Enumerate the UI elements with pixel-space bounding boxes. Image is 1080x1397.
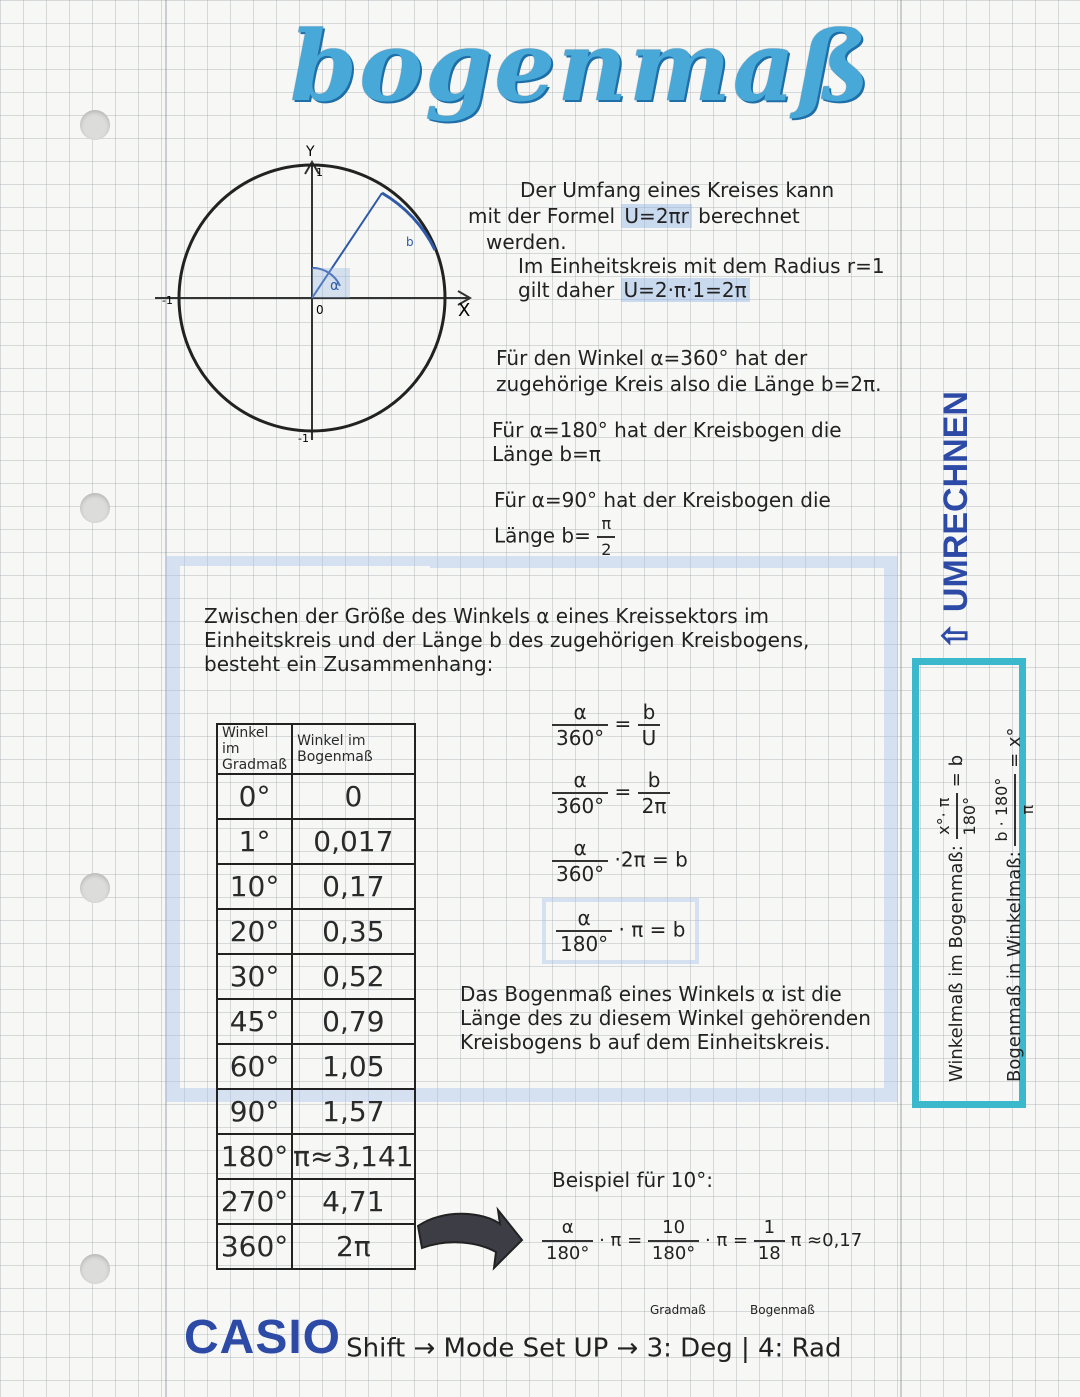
cell-degrees: 270° [217, 1179, 292, 1224]
table-row [217, 774, 415, 819]
eq1-den: 360° [556, 726, 605, 750]
table-header-row [217, 724, 415, 774]
table-row [217, 1179, 415, 1224]
table-row [217, 999, 415, 1044]
intro-line-2b: berechnet [698, 204, 800, 228]
eq2-left [552, 768, 608, 818]
sidebar-heading-text: UMRECHNEN [937, 391, 975, 613]
punch-hole [80, 1254, 110, 1284]
header-radians: Winkel im Bogenmaß [292, 724, 414, 774]
fact-90-label: Länge b= [494, 523, 591, 548]
ex-c-num: 1 [754, 1216, 785, 1242]
page-title: bogenmaß [290, 10, 872, 123]
eq2-rden: 2π [641, 794, 667, 818]
ex-a-num: α [542, 1216, 593, 1242]
eq1-right [638, 700, 661, 750]
eq1-left [552, 700, 608, 750]
ex-frac-b [648, 1216, 699, 1266]
relation-line-2: Einheitskreis und der Länge b des zugehörigen Kreisbogens, [204, 628, 810, 652]
header-degrees: Winkel im Gradmaß [217, 724, 292, 774]
cell-degrees: 20° [217, 909, 292, 954]
intro-line-5a: gilt daher [518, 278, 615, 302]
bogenmass-label: Bogenmaß [750, 1303, 815, 1317]
cell-radians: 0,17 [292, 864, 414, 909]
equation-1 [552, 700, 660, 750]
eq2-equals: = [614, 779, 632, 804]
definition-line-1: Das Bogenmaß eines Winkels α ist die [460, 982, 842, 1006]
fact-180-line-2: Länge b=π [492, 442, 601, 466]
cell-degrees: 10° [217, 864, 292, 909]
y-axis-label: Y [306, 144, 315, 160]
circumference-formula: U=2πr [621, 204, 691, 228]
table-row [217, 864, 415, 909]
ex-op-2: · π = [705, 1230, 749, 1251]
cell-radians: 0,017 [292, 819, 414, 864]
cell-degrees: 45° [217, 999, 292, 1044]
eq1-num: α [552, 700, 608, 726]
eq4-left [556, 906, 612, 956]
origin-label: 0 [316, 303, 324, 317]
eq2-right [638, 768, 671, 818]
intro-line-3: werden. [486, 230, 567, 254]
unit-circle-diagram [150, 140, 490, 450]
eq4-rest: · π = b [618, 917, 686, 942]
example-label: Beispiel für 10°: [552, 1168, 713, 1192]
fact-360-line-1: Für den Winkel α=360° hat der [496, 346, 808, 370]
eq2-num: α [552, 768, 608, 794]
relation-line-3: besteht ein Zusammenhang: [204, 652, 494, 676]
formula-1-fraction [932, 793, 982, 840]
formula-2-den: π [1018, 804, 1037, 815]
ex-b-num: 10 [648, 1216, 699, 1242]
table-body [217, 774, 415, 1269]
fact-90-line-1: Für α=90° hat der Kreisbogen die [494, 488, 831, 512]
formula-1-num: x°· π [932, 793, 958, 840]
pos-one-y-label: 1 [316, 166, 323, 179]
punch-hole [80, 110, 110, 140]
cell-radians: 0,52 [292, 954, 414, 999]
ex-frac-c [754, 1216, 785, 1266]
alpha-label: α [330, 278, 340, 294]
formula-2-result: = x° [1004, 727, 1025, 768]
cell-radians: 4,71 [292, 1179, 414, 1224]
sidebar-heading [936, 391, 976, 650]
cell-radians: 0 [292, 774, 414, 819]
sidebar-formula-2 [990, 727, 1040, 1082]
formula-1-den: 180° [960, 796, 979, 836]
casio-brand: CASIO [184, 1311, 342, 1364]
cell-radians: 2π [292, 1224, 414, 1269]
pi-half-fraction [597, 512, 615, 562]
fact-90-line-2 [494, 512, 615, 562]
unit-circle-formula: U=2·π·1=2π [621, 278, 750, 302]
table-row [217, 954, 415, 999]
ex-a-den: 180° [546, 1243, 590, 1264]
table-row [217, 909, 415, 954]
eq3-left [552, 836, 608, 886]
definition-line-3: Kreisbogens b auf dem Einheitskreis. [460, 1030, 831, 1054]
neg-one-y-label: -1 [298, 432, 309, 445]
pi-half-denominator: 2 [601, 540, 612, 559]
cell-radians: 1,57 [292, 1089, 414, 1134]
formula-1-result: = b [946, 754, 967, 788]
casio-sequence: Shift → Mode Set UP → 3: Deg | 4: Rad [346, 1333, 842, 1364]
formula-1-label: Winkelmaß im Bogenmaß: [946, 845, 967, 1082]
arrow-up-icon: ⇧ [937, 612, 975, 650]
eq3-rest: ·2π = b [614, 847, 688, 872]
cell-degrees: 1° [217, 819, 292, 864]
intro-line-2 [468, 204, 800, 228]
cell-radians: 0,79 [292, 999, 414, 1044]
definition-line-2: Länge des zu diesem Winkel gehörenden [460, 1006, 871, 1030]
eq3-num: α [552, 836, 608, 862]
table-row [217, 819, 415, 864]
eq1-equals: = [614, 711, 632, 736]
relation-line-1: Zwischen der Größe des Winkels α eines Kreissektors im [204, 604, 770, 628]
x-axis-label: X [458, 300, 471, 321]
equation-2 [552, 768, 670, 818]
fact-360-line-2: zugehörige Kreis also die Länge b=2π. [496, 372, 882, 396]
ex-frac-a [542, 1216, 593, 1266]
ex-c-den: 18 [757, 1243, 781, 1264]
neg-one-x-label: -1 [162, 294, 173, 307]
eq4-den: 180° [560, 932, 609, 956]
intro-line-4: Im Einheitskreis mit dem Radius r=1 [518, 254, 885, 278]
gradmass-label: Gradmaß [650, 1303, 706, 1317]
cell-degrees: 0° [217, 774, 292, 819]
eq2-rnum: b [638, 768, 671, 794]
conversion-table [216, 723, 416, 1270]
formula-2-num: b · 180° [990, 774, 1016, 846]
table-row [217, 1044, 415, 1089]
sidebar-formula-1 [932, 755, 982, 1082]
eq1-rden: U [641, 726, 657, 750]
ex-result: π ≈0,17 [790, 1230, 863, 1251]
cell-degrees: 30° [217, 954, 292, 999]
eq4-num: α [556, 906, 612, 932]
cell-degrees: 360° [217, 1224, 292, 1269]
pi-half-numerator: π [597, 512, 615, 538]
table-row [217, 1134, 415, 1179]
cell-radians: 1,05 [292, 1044, 414, 1089]
formula-2-label: Bogenmaß in Winkelmaß: [1004, 851, 1025, 1082]
equation-3 [552, 836, 688, 886]
cell-degrees: 180° [217, 1134, 292, 1179]
cell-degrees: 90° [217, 1089, 292, 1134]
eq3-den: 360° [556, 862, 605, 886]
eq1-rnum: b [638, 700, 661, 726]
intro-line-1: Der Umfang eines Kreises kann [520, 178, 835, 202]
example-equation [542, 1216, 862, 1266]
table-row [217, 1089, 415, 1134]
right-margin-line [900, 0, 902, 1397]
cell-degrees: 60° [217, 1044, 292, 1089]
cell-radians: 0,35 [292, 909, 414, 954]
ex-b-den: 180° [651, 1243, 696, 1264]
cell-radians: π≈3,141 [292, 1134, 414, 1179]
eq2-den: 360° [556, 794, 605, 818]
big-arrow-icon [414, 1204, 526, 1274]
punch-hole [80, 493, 110, 523]
casio-row [184, 1310, 841, 1365]
formula-2-fraction [990, 774, 1040, 846]
arc-label: b [406, 235, 414, 249]
ex-op-1: · π = [599, 1230, 643, 1251]
intro-line-2a: mit der Formel [468, 204, 616, 228]
table-row [217, 1224, 415, 1269]
fact-180-line-1: Für α=180° hat der Kreisbogen die [492, 418, 842, 442]
punch-hole [80, 873, 110, 903]
intro-line-5 [518, 278, 750, 302]
equation-4 [542, 898, 699, 964]
